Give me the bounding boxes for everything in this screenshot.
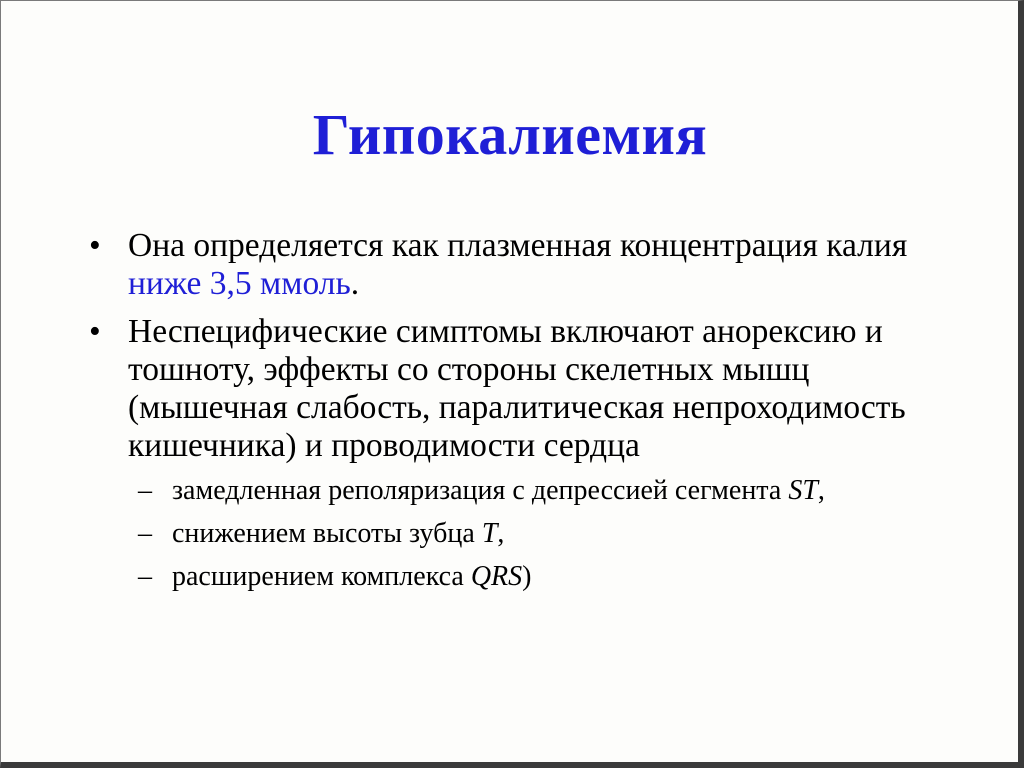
bullet-text: Она определяется как плазменная концентрация калия bbox=[128, 227, 908, 264]
dash-marker: – bbox=[138, 561, 152, 592]
sub-bullet-text: замедленная реполяризация с депрессией сегмента bbox=[172, 475, 789, 506]
bullet-text-tail: . bbox=[350, 265, 360, 302]
bullet-marker: • bbox=[89, 227, 101, 264]
sub-bullet-item bbox=[1, 518, 1019, 550]
sub-bullet-list bbox=[1, 475, 1019, 593]
sub-bullet-text: снижением высоты зубца bbox=[172, 518, 482, 549]
dash-marker: – bbox=[138, 518, 152, 549]
bullet-text: Неспецифические симптомы включают анорексию и тошноту, эффекты со стороны скелетных мышц (мышечная слабость, паралитическая непроходимость кишечника) и проводимости сердца bbox=[128, 313, 906, 464]
bullet-item-definition bbox=[1, 227, 1019, 303]
highlight-value: ниже 3,5 ммоль bbox=[128, 265, 351, 302]
sub-bullet-tail: ) bbox=[522, 561, 532, 592]
sub-bullet-italic: ST bbox=[788, 475, 818, 506]
sub-bullet-item bbox=[1, 561, 1019, 593]
sub-bullet-tail: , bbox=[817, 475, 825, 506]
slide-body bbox=[1, 227, 1019, 604]
sub-bullet-text: расширением комплекса bbox=[172, 561, 471, 592]
bullet-marker: • bbox=[89, 313, 101, 350]
bullet-item-symptoms bbox=[1, 313, 1019, 465]
sub-bullet-tail: , bbox=[497, 518, 505, 549]
sub-bullet-italic: QRS bbox=[470, 561, 523, 592]
slide-title: Гипокалиемия bbox=[312, 102, 708, 167]
sub-bullet-italic: T bbox=[481, 518, 498, 549]
sub-bullet-item bbox=[1, 475, 1019, 507]
dash-marker: – bbox=[138, 475, 152, 506]
